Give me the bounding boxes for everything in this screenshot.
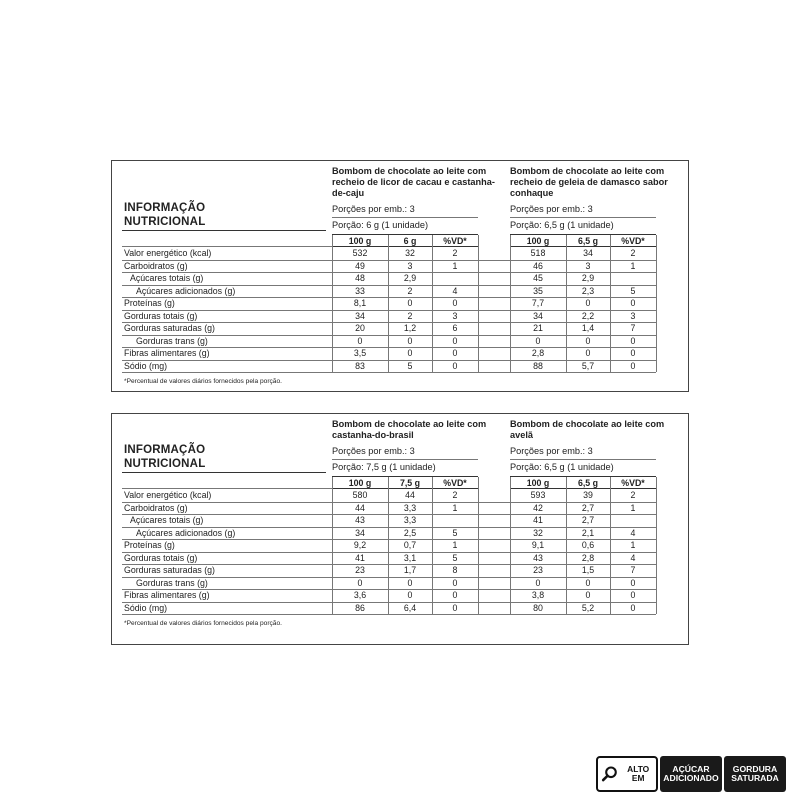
- nutrient-label: Valor energético (kcal): [124, 248, 212, 258]
- servings-rule: [510, 217, 656, 218]
- portion-rule: [510, 476, 656, 477]
- nutrient-value: 41: [533, 515, 543, 525]
- nutrient-value: 1: [630, 502, 636, 513]
- nutrient-label: Fibras alimentares (g): [124, 590, 210, 600]
- nutrient-value: 0: [585, 577, 591, 588]
- nutrient-value: 0: [535, 335, 541, 346]
- row-rule: [122, 310, 656, 311]
- nutrient-value: 1: [452, 540, 458, 550]
- nutrient-value: 3: [452, 310, 458, 321]
- nutrient-value: 46: [533, 260, 543, 271]
- nutrient-value: 9,2: [353, 540, 367, 550]
- nutrient-value: 23: [355, 565, 365, 575]
- nutrient-value: 0: [452, 577, 458, 588]
- nutrient-value: 1,7: [403, 565, 417, 575]
- header-percent-dv: %VD*: [443, 236, 467, 246]
- nutrient-value: 2: [630, 248, 636, 258]
- nutrient-value: 0: [452, 590, 458, 600]
- nutrient-value: 2: [452, 490, 458, 500]
- badge-gordura-line2: SATURADA: [731, 773, 779, 783]
- nutrient-value: 532: [352, 248, 368, 258]
- row-rule-top: [122, 246, 332, 247]
- portion-size: Porção: 6 g (1 unidade): [332, 220, 429, 230]
- nutrient-value: 7,7: [531, 298, 545, 308]
- front-label-badge: [596, 756, 786, 792]
- row-rule: [122, 614, 656, 615]
- badge-acucar-line2: ADICIONADO: [663, 773, 719, 783]
- row-rule: [122, 372, 656, 373]
- nutrient-value: 0: [452, 335, 458, 346]
- nutrient-value: 0: [585, 590, 591, 600]
- nutrient-value: 0: [630, 577, 636, 588]
- nutrient-value: 0: [407, 577, 413, 588]
- column-rule: [478, 235, 479, 372]
- nutrient-value: 0,6: [581, 540, 595, 550]
- nutrient-value: 0: [452, 298, 458, 308]
- header-per-portion: 6,5 g: [577, 236, 599, 246]
- nutrient-value: 2,5: [403, 527, 417, 538]
- alto-em-label: ALTO EM: [627, 764, 650, 783]
- nutrient-value: 5: [452, 527, 458, 538]
- portion-rule: [332, 476, 478, 477]
- nutrient-value: 2,2: [581, 310, 595, 321]
- servings-per-package: Porções por emb.: 3: [510, 446, 593, 456]
- portion-size: Porção: 6,5 g (1 unidade): [510, 462, 614, 472]
- nutrient-label: Gorduras saturadas (g): [124, 323, 215, 333]
- table-title-line1: INFORMAÇÃO: [124, 202, 206, 214]
- badge-acucar: [660, 756, 722, 792]
- title-rule: [122, 230, 326, 231]
- servings-rule: [510, 459, 656, 460]
- nutrient-value: 0: [407, 298, 413, 308]
- nutrient-value: 34: [355, 310, 365, 321]
- nutrient-value: 0: [407, 335, 413, 346]
- nutrient-value: 6: [452, 323, 458, 333]
- nutrient-value: 0: [630, 348, 636, 358]
- nutrient-value: 1: [452, 260, 458, 271]
- product-name: Bombom de chocolate ao leite com avelã: [510, 419, 665, 440]
- nutrient-value: 9,1: [531, 540, 545, 550]
- nutrient-value: 1: [452, 502, 458, 513]
- column-rule: [478, 477, 479, 614]
- nutrient-value: 1: [630, 260, 636, 271]
- nutrient-label: Carboidratos (g): [124, 502, 188, 513]
- nutrient-value: 1: [630, 540, 636, 550]
- nutrient-value: 0: [630, 590, 636, 600]
- table-title-line1: INFORMAÇÃO: [124, 444, 206, 456]
- nutrient-value: 0: [630, 298, 636, 308]
- row-rule: [122, 552, 656, 553]
- header-per-portion: 6,5 g: [577, 478, 599, 488]
- nutrient-value: 1,2: [403, 323, 417, 333]
- header-percent-dv: %VD*: [621, 478, 645, 488]
- nutrient-value: 3,3: [403, 515, 417, 525]
- row-rule: [122, 360, 656, 361]
- nutrient-value: 4: [452, 285, 458, 296]
- nutrient-value: 6,4: [403, 602, 417, 613]
- nutrient-value: 3: [630, 310, 636, 321]
- nutrient-label: Sódio (mg): [124, 360, 168, 371]
- nutrient-value: 33: [355, 285, 365, 296]
- nutrient-value: 86: [355, 602, 365, 613]
- nutrient-value: 34: [355, 527, 365, 538]
- nutrient-value: 1,4: [581, 323, 595, 333]
- nutrient-value: 3,5: [353, 348, 367, 358]
- portion-rule: [510, 234, 656, 235]
- product-name: Bombom de chocolate ao leite com castanha-do-brasil: [332, 419, 487, 440]
- nutrient-value: 43: [355, 515, 365, 525]
- row-rule: [122, 502, 656, 503]
- nutrient-label: Gorduras totais (g): [124, 310, 198, 321]
- nutrient-value: 44: [405, 490, 415, 500]
- nutrient-value: 35: [533, 285, 543, 296]
- row-rule: [122, 539, 656, 540]
- nutrient-value: 2,3: [581, 285, 595, 296]
- nutrient-value: 2,9: [403, 273, 417, 283]
- nutrient-value: 34: [533, 310, 543, 321]
- servings-rule: [332, 217, 478, 218]
- nutrient-value: 45: [533, 273, 543, 283]
- header-per-100g: 100 g: [348, 478, 372, 488]
- nutrient-value: 5: [407, 360, 413, 371]
- nutrient-value: 2,8: [531, 348, 545, 358]
- nutrient-value: 2,9: [581, 273, 595, 283]
- nutrient-value: 34: [583, 248, 593, 258]
- nutrient-value: 7: [630, 323, 636, 333]
- servings-per-package: Porções por emb.: 3: [332, 446, 415, 456]
- portion-size: Porção: 7,5 g (1 unidade): [332, 462, 436, 472]
- header-per-100g: 100 g: [526, 236, 550, 246]
- nutrient-label: Açúcares totais (g): [130, 273, 204, 283]
- nutrition-table-1: [111, 160, 689, 392]
- nutrient-label: Proteínas (g): [124, 540, 175, 550]
- nutrient-value: 0: [585, 335, 591, 346]
- nutrient-value: 5,7: [581, 360, 595, 371]
- header-per-portion: 6 g: [403, 236, 417, 246]
- nutrient-label: Valor energético (kcal): [124, 490, 212, 500]
- nutrient-value: 4: [630, 552, 636, 563]
- nutrient-value: 0: [535, 577, 541, 588]
- nutrition-table-2: [111, 413, 689, 645]
- nutrient-value: 0,7: [403, 540, 417, 550]
- nutrient-value: 580: [352, 490, 368, 500]
- nutrient-value: 2: [407, 310, 413, 321]
- nutrient-value: 4: [630, 527, 636, 538]
- nutrient-value: 2: [407, 285, 413, 296]
- nutrient-value: 20: [355, 323, 365, 333]
- badge-gordura: [724, 756, 786, 792]
- nutrient-value: 0: [452, 360, 458, 371]
- alto-em-box: [596, 756, 658, 792]
- nutrient-label: Gorduras saturadas (g): [124, 565, 215, 575]
- nutrient-label: Proteínas (g): [124, 298, 175, 308]
- nutrient-value: 0: [585, 298, 591, 308]
- nutrient-value: 3,6: [353, 590, 367, 600]
- nutrient-value: 5: [452, 552, 458, 563]
- nutrient-value: 7: [630, 565, 636, 575]
- table-title-line2: NUTRICIONAL: [124, 216, 206, 228]
- nutrient-value: 42: [533, 502, 543, 513]
- column-rule: [656, 477, 657, 614]
- title-rule: [122, 472, 326, 473]
- nutrient-value: 48: [355, 273, 365, 283]
- header-per-portion: 7,5 g: [399, 478, 421, 488]
- nutrient-value: 2: [452, 248, 458, 258]
- row-rule: [122, 602, 656, 603]
- nutrient-value: 3,8: [531, 590, 545, 600]
- header-per-100g: 100 g: [526, 478, 550, 488]
- nutrient-label: Carboidratos (g): [124, 260, 188, 271]
- nutrient-label: Gorduras totais (g): [124, 552, 198, 563]
- nutrient-value: 2,7: [581, 515, 595, 525]
- nutrient-value: 8: [452, 565, 458, 575]
- nutrient-value: 44: [355, 502, 365, 513]
- column-rule: [656, 235, 657, 372]
- nutrient-value: 83: [355, 360, 365, 371]
- nutrient-value: 1,5: [581, 565, 595, 575]
- badge-gordura-line1: GORDURA: [732, 764, 778, 774]
- portion-rule: [332, 234, 478, 235]
- nutrient-label: Açúcares totais (g): [130, 515, 204, 525]
- nutrient-value: 43: [533, 552, 543, 563]
- nutrient-value: 0: [452, 348, 458, 358]
- nutrient-value: 8,1: [353, 298, 367, 308]
- nutrient-value: 0: [357, 335, 363, 346]
- row-rule: [122, 260, 656, 261]
- nutrient-value: 0: [630, 360, 636, 371]
- nutrient-value: 0: [585, 348, 591, 358]
- header-percent-dv: %VD*: [443, 478, 467, 488]
- footnote: *Percentual de valores diários fornecidos pela porção.: [124, 378, 282, 385]
- nutrient-value: 80: [533, 602, 543, 613]
- header-per-100g: 100 g: [348, 236, 372, 246]
- nutrient-value: 3,3: [403, 502, 417, 513]
- nutrient-value: 41: [355, 552, 365, 563]
- nutrient-value: 3,1: [403, 552, 417, 563]
- nutrient-value: 0: [407, 348, 413, 358]
- nutrient-value: 21: [533, 323, 543, 333]
- nutrient-value: 39: [583, 490, 593, 500]
- nutrient-value: 0: [407, 590, 413, 600]
- nutrient-value: 518: [530, 248, 546, 258]
- product-name: Bombom de chocolate ao leite com recheio de licor de cacau e castanha-de-caju: [332, 166, 495, 198]
- nutrient-label: Açúcares adicionados (g): [136, 285, 236, 296]
- badge-acucar-line1: AÇÚCAR: [672, 764, 710, 774]
- nutrient-label: Sódio (mg): [124, 602, 168, 613]
- nutrient-value: 0: [452, 602, 458, 613]
- table-title-line2: NUTRICIONAL: [124, 458, 206, 470]
- row-rule: [122, 297, 656, 298]
- portion-size: Porção: 6,5 g (1 unidade): [510, 220, 614, 230]
- nutrient-value: 3: [585, 260, 591, 271]
- nutrient-value: 0: [630, 602, 636, 613]
- magnifier-icon: [601, 765, 618, 783]
- nutrient-label: Gorduras trans (g): [136, 335, 208, 346]
- product-name: Bombom de chocolate ao leite com recheio de geleia de damasco sabor conhaque: [510, 166, 668, 198]
- nutrient-value: 3: [407, 260, 413, 271]
- header-percent-dv: %VD*: [621, 236, 645, 246]
- nutrient-value: 0: [357, 577, 363, 588]
- nutrient-label: Gorduras trans (g): [136, 577, 208, 588]
- nutrient-value: 2,7: [581, 502, 595, 513]
- nutrient-label: Açúcares adicionados (g): [136, 527, 236, 538]
- nutrient-value: 2: [630, 490, 636, 500]
- footnote: *Percentual de valores diários fornecidos pela porção.: [124, 620, 282, 627]
- servings-per-package: Porções por emb.: 3: [510, 204, 593, 214]
- nutrient-value: 593: [530, 490, 546, 500]
- nutrient-value: 0: [630, 335, 636, 346]
- nutrient-value: 88: [533, 360, 543, 371]
- nutrient-value: 5,2: [581, 602, 595, 613]
- nutrient-value: 32: [533, 527, 543, 538]
- nutrient-value: 32: [405, 248, 415, 258]
- nutrient-value: 5: [630, 285, 636, 296]
- row-rule-top: [122, 488, 332, 489]
- servings-rule: [332, 459, 478, 460]
- nutrient-value: 49: [355, 260, 365, 271]
- nutrient-label: Fibras alimentares (g): [124, 348, 210, 358]
- servings-per-package: Porções por emb.: 3: [332, 204, 415, 214]
- nutrient-value: 2,1: [581, 527, 595, 538]
- nutrient-value: 23: [533, 565, 543, 575]
- nutrient-value: 2,8: [581, 552, 595, 563]
